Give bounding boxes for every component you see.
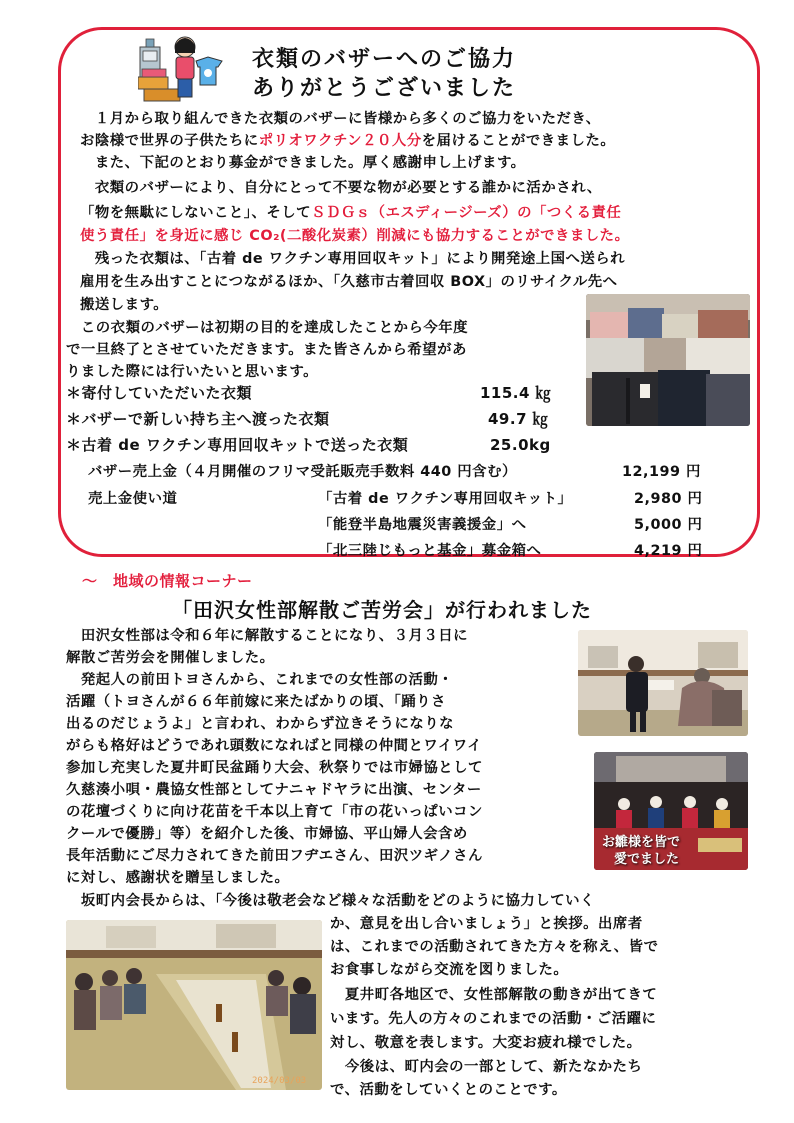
bazaar-paragraph-5c: りました際には行いたいと思います。 — [66, 364, 318, 380]
community-line-12: に対し、感謝状を贈呈しました。 — [66, 870, 290, 886]
community-line-1: 田沢女性部は令和６年に解散することになり、３月３日に — [66, 628, 469, 644]
meeting-photo-image — [66, 920, 322, 1090]
community-right-line-2: は、これまでの活動されてきた方々を称え、皆で — [330, 939, 659, 955]
stat-label-sold: ＊バザーで新しい持ち主へ渡った衣類 — [66, 410, 330, 428]
usage-label: 売上金使い道 — [88, 491, 178, 507]
community-line-4: 活躍（トヨさんが６６年前嫁に来たばかりの頃、「踊りさ — [66, 694, 446, 710]
bazaar-text: 「物を無駄にしないこと」、そして — [80, 205, 312, 221]
stat-label-sent: ＊古着 de ワクチン専用回収キットで送った衣類 — [66, 436, 409, 454]
bazaar-paragraph-1b — [80, 130, 615, 153]
hina-caption-line1: お雛様を皆で — [602, 835, 681, 850]
community-line-6: がらも格好はどうであれ頭数になればと同様の仲間とワイワイ — [66, 738, 483, 754]
bazaar-title-line2: ありがとうございました — [252, 76, 517, 101]
bazaar-title-line1: 衣類のバザーへのご協力 — [252, 47, 517, 72]
bazaar-text: を届けることができました。 — [421, 133, 616, 149]
bazaar-illustration — [138, 33, 224, 105]
ceremony-photo-image — [578, 630, 748, 736]
stat-label-donated: ＊寄付していただいた衣類 — [66, 384, 253, 402]
stat-value-sold: 49.7 ㎏ — [488, 410, 549, 428]
community-title: 「田沢女性部解散ご苦労会」が行われました — [172, 598, 592, 622]
community-line-8: 久慈湊小唄・農協女性部としてナニャドヤラに出演、センター — [66, 782, 482, 798]
bazaar-paragraph-5b: で一旦終了とさせていただきます。また皆さんから希望があ — [66, 342, 467, 358]
community-line-3: 発起人の前田トヨさんから、これまでの女性部の活動・ — [66, 672, 454, 688]
sales-value: 12,199 円 — [622, 464, 701, 480]
ceremony-photo — [578, 630, 748, 736]
sales-label: バザー売上金（４月開催のフリマ受託販売手数料 440 円含む） — [88, 464, 517, 480]
clothes-shop-icon — [138, 33, 224, 105]
usage-amount-fund: 4,219 円 — [634, 543, 703, 559]
community-line-5: 出るのだじょうよ」と言われ、わからず泣きそうになりな — [66, 716, 455, 732]
usage-item-kit: 「古着 de ワクチン専用回収キット」 — [318, 491, 573, 507]
community-right-line-5: います。先人の方々のこれまでの活動・ご活躍に — [330, 1011, 657, 1027]
polio-highlight: ポリオワクチン２０人分 — [258, 133, 422, 149]
community-line-13: 坂町内会長からは、「今後は敬老会など様々な活動をどのように協力していく — [66, 893, 595, 909]
clothes-photo — [586, 294, 750, 426]
community-section-label: ～ 地域の情報コーナー — [82, 572, 253, 590]
usage-item-fund: 「北三陸じもっと基金」募金箱へ — [318, 543, 542, 559]
community-right-line-8: で、活動をしていくとのことです。 — [330, 1082, 567, 1098]
bazaar-text: お陰様で世界の子供たちに — [80, 133, 259, 149]
community-line-10: クールで優勝」等）を紹介した後、市婦協、平山婦人会含め — [66, 826, 468, 842]
community-right-line-7: 今後は、町内会の一部として、新たなかたち — [330, 1059, 643, 1075]
bazaar-paragraph-4b: 雇用を生み出すことにつながるほか、「久慈市古着回収 BOX」のリサイクル先へ — [80, 274, 618, 290]
community-line-7: 参加し充実した夏井町民盆踊り大会、秋祭りでは市婦協として — [66, 760, 483, 776]
bazaar-paragraph-3c: 使う責任」を身近に感じ CO₂(二酸化炭素）削減にも協力することができました。 — [80, 228, 630, 244]
sdgs-highlight: ＳＤＧｓ（エスディージーズ）の「つくる責任 — [311, 205, 622, 221]
usage-amount-noto: 5,000 円 — [634, 517, 703, 533]
stat-value-donated: 115.4 ㎏ — [480, 384, 552, 402]
meeting-photo — [66, 920, 322, 1090]
hina-dolls-photo — [594, 752, 748, 870]
stat-value-sent: 25.0kg — [490, 436, 551, 454]
community-line-11: 長年活動にご尽力されてきた前田フヂエさん、田沢ツギノさん — [66, 848, 483, 864]
bazaar-paragraph-1a: １月から取り組んできた衣類のバザーに皆様から多くのご協力をいただき、 — [80, 111, 601, 127]
usage-amount-kit: 2,980 円 — [634, 491, 703, 507]
bazaar-paragraph-3a: 衣類のバザーにより、自分にとって不要な物が必要とする誰かに活かされ、 — [80, 180, 602, 196]
community-line-2: 解散ご苦労会を開催しました。 — [66, 650, 275, 666]
hina-caption-line2: 愛でました — [614, 852, 680, 867]
photo-date-stamp: 2024/03/03 — [252, 1076, 307, 1086]
bazaar-paragraph-4a: 残った衣類は、「古着 de ワクチン専用回収キット」により開発途上国へ送られ — [80, 251, 626, 267]
bazaar-paragraph-5a: この衣類のバザーは初期の目的を達成したことから今年度 — [66, 320, 469, 336]
community-line-9: の花壇づくりに向け花苗を千本以上育て「市の花いっぱいコン — [66, 804, 483, 820]
bazaar-paragraph-4c: 搬送します。 — [80, 297, 169, 313]
bazaar-paragraph-3b — [80, 202, 621, 225]
bazaar-paragraph-2: また、下記のとおり募金ができました。厚く感謝申し上げます。 — [80, 155, 526, 171]
community-right-line-6: 対し、敬意を表します。大変お疲れ様でした。 — [330, 1035, 642, 1051]
community-right-line-4: 夏井町各地区で、女性部解散の動きが出てきて — [330, 987, 658, 1003]
community-right-line-3: お食事しながら交流を図りました。 — [330, 962, 569, 978]
clothes-photo-image — [586, 294, 750, 426]
community-right-line-1: か、意見を出し合いましょう」と挨拶。出席者 — [330, 916, 643, 932]
usage-item-noto: 「能登半島地震災害義援金」へ — [318, 517, 527, 533]
